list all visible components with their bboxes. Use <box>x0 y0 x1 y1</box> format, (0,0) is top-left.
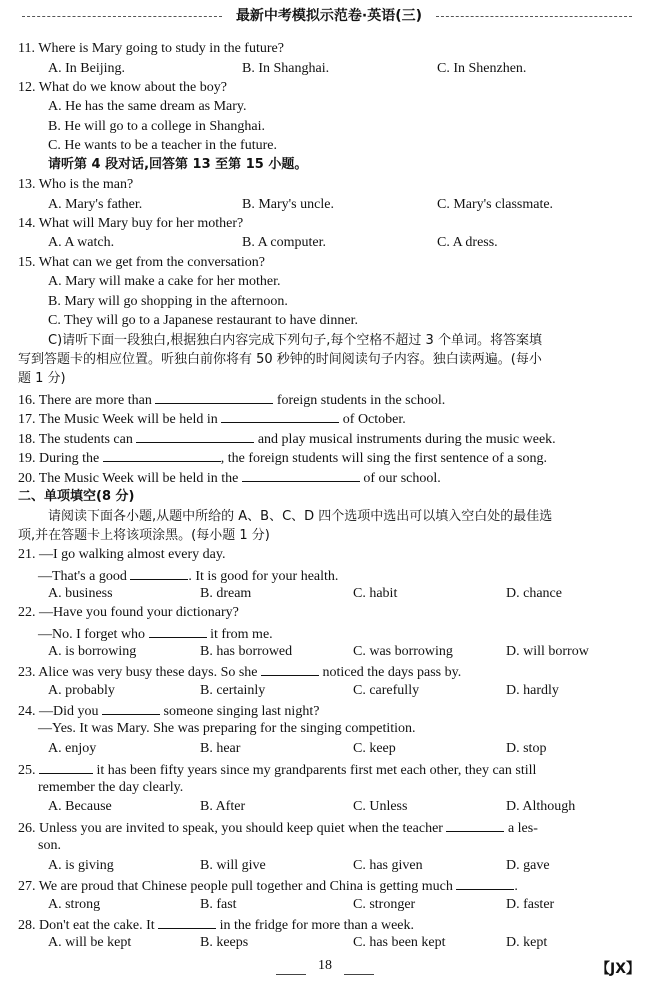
question-stem: 24. —Did you someone singing last night? <box>18 701 319 721</box>
option-c: C. A dress. <box>437 235 498 250</box>
option-b: B. keeps <box>200 935 249 950</box>
option-b: B. Mary's uncle. <box>242 197 334 212</box>
question-stem: 11. Where is Mary going to study in the future? <box>18 41 284 56</box>
option-b: B. A computer. <box>242 235 326 250</box>
question-stem: 25. it has been fifty years since my grandparents first met each other, they can still <box>18 760 536 780</box>
option-c: C. carefully <box>353 683 420 698</box>
option-d: D. Although <box>506 799 576 814</box>
option-d: D. gave <box>506 858 550 873</box>
header-rule-right <box>436 16 632 17</box>
question-stem: 22. —Have you found your dictionary? <box>18 605 239 620</box>
option-a: A. In Beijing. <box>48 61 125 76</box>
question-stem: —Yes. It was Mary. She was preparing for the singing competition. <box>38 721 416 736</box>
answer-blank[interactable] <box>136 429 254 443</box>
question-stem: 23. Alice was very busy these days. So she noticed the days pass by. <box>18 662 461 682</box>
option-b: B. hear <box>200 741 241 756</box>
option-b: B. has borrowed <box>200 644 293 659</box>
option-b: B. dream <box>200 586 252 601</box>
option-c: C. has given <box>353 858 423 873</box>
option-c: C. was borrowing <box>353 644 453 659</box>
text-before: 18. The students can <box>18 432 133 447</box>
answer-blank[interactable] <box>149 624 207 638</box>
option-b: B. will give <box>200 858 266 873</box>
option-d: D. hardly <box>506 683 559 698</box>
option-a: A. will be kept <box>48 935 132 950</box>
question-18 <box>18 429 556 449</box>
text-after: , the foreign students will sing the first sentence of a song. <box>220 451 547 466</box>
text-before: 17. The Music Week will be held in <box>18 412 218 427</box>
option-a: A. Mary will make a cake for her mother. <box>48 274 281 289</box>
option-b: B. After <box>200 799 246 814</box>
question-stem: 21. —I go walking almost every day. <box>18 547 226 562</box>
text-before: 19. During the <box>18 451 100 466</box>
question-stem: 14. What will Mary buy for her mother? <box>18 216 244 231</box>
answer-blank[interactable] <box>102 701 160 715</box>
question-stem: —That's a good . It is good for your health. <box>38 566 338 586</box>
footer-rule-right <box>344 974 374 975</box>
option-b: B. In Shanghai. <box>242 61 330 76</box>
text-after: of October. <box>342 412 406 427</box>
question-stem: 27. We are proud that Chinese people pull together and China is getting much . <box>18 876 518 896</box>
text-after: foreign students in the school. <box>276 393 446 408</box>
question-stem: 28. Don't eat the cake. It in the fridge for more than a week. <box>18 915 414 935</box>
option-d: D. chance <box>506 586 562 601</box>
question-16 <box>18 390 445 410</box>
answer-blank[interactable] <box>130 566 188 580</box>
option-d: D. kept <box>506 935 548 950</box>
answer-blank[interactable] <box>155 390 273 404</box>
option-a: A. enjoy <box>48 741 97 756</box>
instruction-line: C)请听下面一段独白,根据独白内容完成下列句子,每个空格不超过 3 个单词。将答案填 <box>48 333 542 348</box>
question-19 <box>18 448 547 468</box>
text-before: 20. The Music Week will be held in the <box>18 471 239 486</box>
option-a: A. Because <box>48 799 112 814</box>
header-rule-left <box>22 16 222 17</box>
option-c: C. Mary's classmate. <box>437 197 554 212</box>
answer-blank[interactable] <box>103 448 221 462</box>
question-stem: —No. I forget who it from me. <box>38 624 273 644</box>
answer-blank[interactable] <box>446 818 504 832</box>
option-c: C. keep <box>353 741 396 756</box>
page-number: 18 <box>318 958 332 973</box>
question-stem: 26. Unless you are invited to speak, you should keep quiet when the teacher a les- <box>18 818 538 838</box>
option-c: C. In Shenzhen. <box>437 61 527 76</box>
option-d: D. will borrow <box>506 644 589 659</box>
answer-blank[interactable] <box>242 468 360 482</box>
option-b: B. certainly <box>200 683 266 698</box>
option-a: A. He has the same dream as Mary. <box>48 99 247 114</box>
question-stem: remember the day clearly. <box>38 780 184 795</box>
instruction-line: 写到答题卡的相应位置。听独白前你将有 50 秒钟的时间阅读句子内容。独白读两遍。(每小 <box>18 352 542 367</box>
answer-blank[interactable] <box>261 662 319 676</box>
text-before: 16. There are more than <box>18 393 152 408</box>
option-a: A. probably <box>48 683 115 698</box>
option-c: C. They will go to a Japanese restaurant to have dinner. <box>48 313 358 328</box>
option-b: B. Mary will go shopping in the afternoon. <box>48 294 288 309</box>
option-a: A. A watch. <box>48 235 115 250</box>
option-a: A. Mary's father. <box>48 197 143 212</box>
answer-blank[interactable] <box>39 760 93 774</box>
footer-rule-left <box>276 974 306 975</box>
option-d: D. stop <box>506 741 547 756</box>
option-a: A. is giving <box>48 858 114 873</box>
option-a: A. is borrowing <box>48 644 137 659</box>
section-instruction: 请阅读下面各小题,从题中所给的 A、B、C、D 四个选项中选出可以填入空白处的最佳选 <box>48 509 553 524</box>
instruction-line: 题 1 分) <box>18 371 66 386</box>
edition-tag: 【JX】 <box>596 961 641 977</box>
option-d: D. faster <box>506 897 555 912</box>
question-stem: 15. What can we get from the conversation? <box>18 255 265 270</box>
option-c: C. Unless <box>353 799 408 814</box>
question-17 <box>18 409 406 429</box>
option-a: A. strong <box>48 897 101 912</box>
answer-blank[interactable] <box>456 876 514 890</box>
answer-blank[interactable] <box>221 409 339 423</box>
question-stem: son. <box>38 838 61 853</box>
option-c: C. habit <box>353 586 398 601</box>
option-b: B. fast <box>200 897 237 912</box>
question-stem: 13. Who is the man? <box>18 177 134 192</box>
question-20 <box>18 468 441 488</box>
option-c: C. He wants to be a teacher in the future. <box>48 138 277 153</box>
answer-blank[interactable] <box>158 915 216 929</box>
section-instruction: 项,并在答题卡上将该项涂黑。(每小题 1 分) <box>18 528 270 543</box>
option-a: A. business <box>48 586 113 601</box>
option-b: B. He will go to a college in Shanghai. <box>48 119 265 134</box>
section-heading: 二、单项填空(8 分) <box>18 489 135 504</box>
option-c: C. has been kept <box>353 935 446 950</box>
header-title: 最新中考模拟示范卷·英语(三) <box>235 8 423 24</box>
text-after: and play musical instruments during the music week. <box>257 432 556 447</box>
option-c: C. stronger <box>353 897 416 912</box>
text-after: of our school. <box>363 471 441 486</box>
question-stem: 12. What do we know about the boy? <box>18 80 227 95</box>
section-instruction: 请听第 4 段对话,回答第 13 至第 15 小题。 <box>48 157 308 172</box>
